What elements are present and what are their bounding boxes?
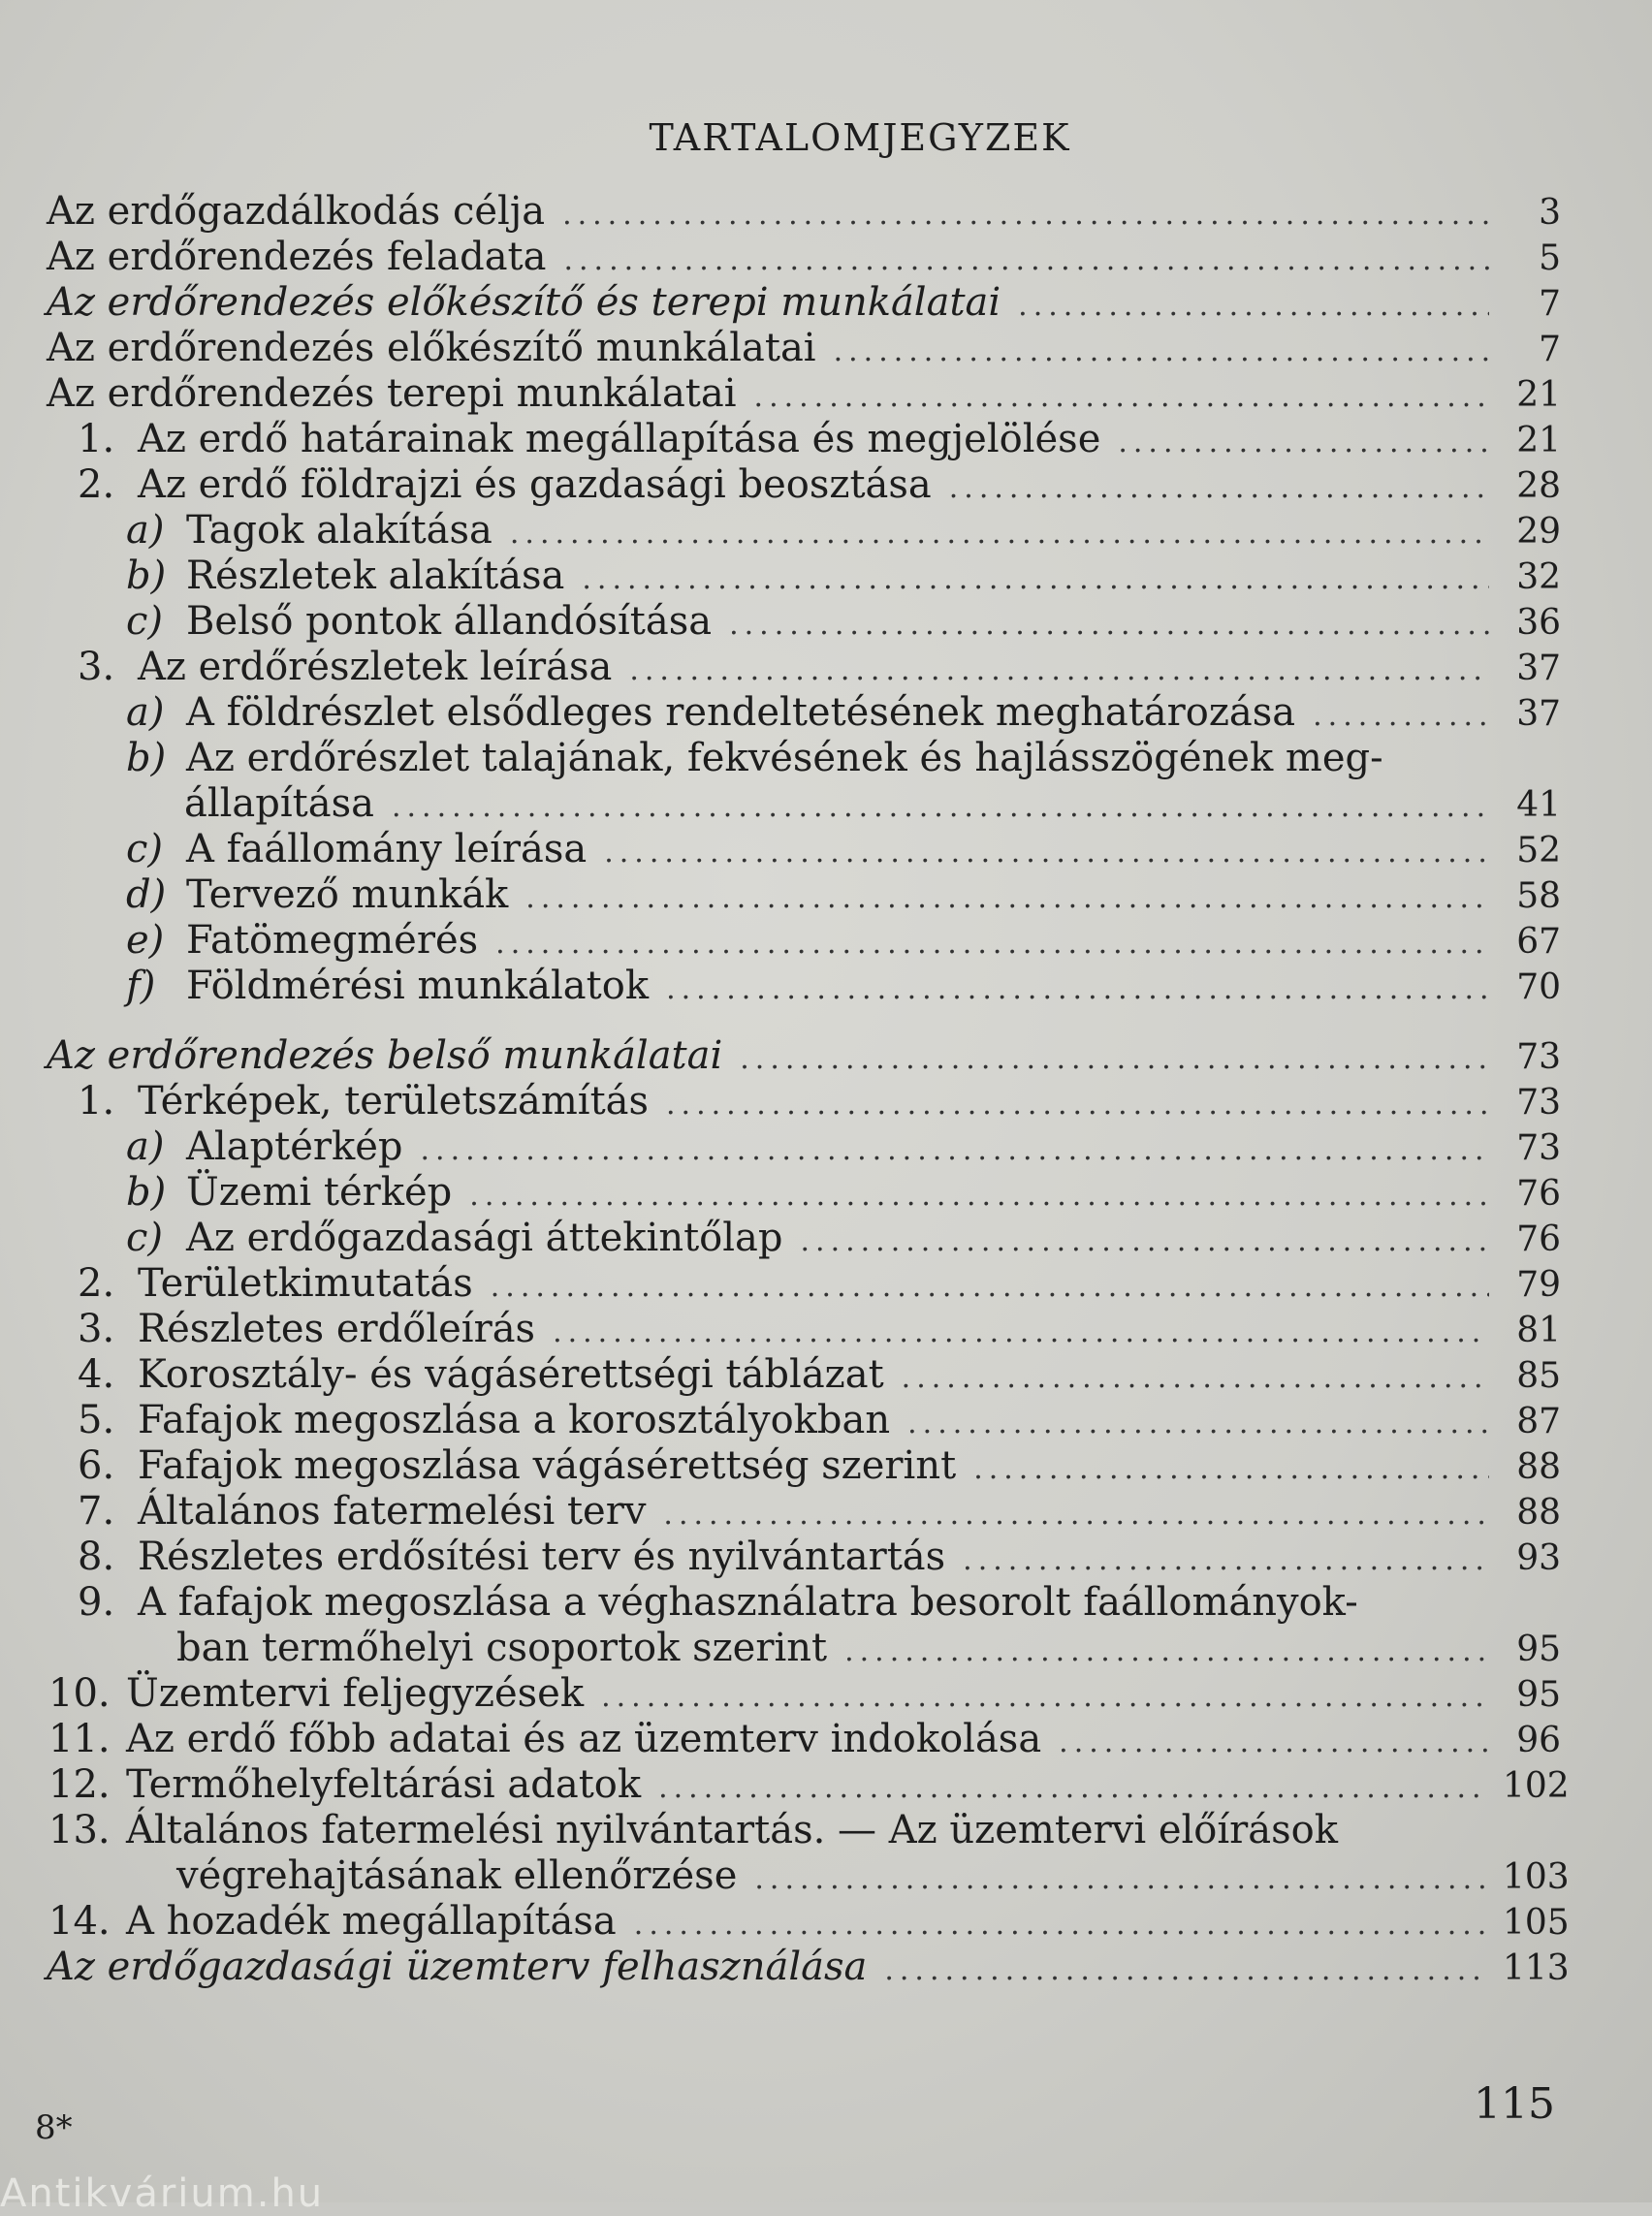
toc-entry: 12. Termőhelyfeltárási adatok ..... 102 bbox=[29, 1762, 1561, 1808]
toc-entry: 6. Fafajok megoszlása vágásérettség szerint ..... 88 bbox=[29, 1443, 1561, 1489]
toc-entry: Az erdőrendezés belső munkálatai ..... 73 bbox=[29, 1033, 1561, 1079]
toc-entry: 2. Az erdő földrajzi és gazdasági beosztása ..... 28 bbox=[29, 462, 1561, 508]
toc-entry: Az erdőrendezés előkészítő munkálatai ..... 7 bbox=[29, 326, 1561, 371]
toc-entry: Az erdőgazdálkodás célja ..... 3 bbox=[29, 189, 1561, 235]
toc-entry: 5. Fafajok megoszlása a korosztályokban ..... 87 bbox=[29, 1398, 1561, 1443]
toc-entry: Az erdőrendezés terepi munkálatai ..... 21 bbox=[29, 371, 1561, 417]
toc-entry: 11. Az erdő főbb adatai és az üzemterv indokolása ..... 96 bbox=[29, 1717, 1561, 1762]
toc-entry: 3. Részletes erdőleírás ..... 81 bbox=[29, 1307, 1561, 1352]
toc-entry: f) Földmérési munkálatok ..... 70 bbox=[29, 964, 1561, 1009]
toc-entry: 3. Az erdőrészletek leírása ..... 37 bbox=[29, 645, 1561, 690]
page-number: 115 bbox=[1474, 2079, 1555, 2129]
toc-entry: 14. A hozadék megállapítása ..... 105 bbox=[29, 1899, 1561, 1945]
toc-entry-continuation: végrehajtásának ellenőrzése ..... 103 bbox=[29, 1853, 1561, 1899]
toc-entry: Az erdőgazdasági üzemterv felhasználása ..... 113 bbox=[29, 1945, 1561, 1990]
toc-entry: 8. Részletes erdősítési terv és nyilvántartás ..... 93 bbox=[29, 1535, 1561, 1580]
toc-entry: 1. Az erdő határainak megállapítása és megjelölése ..... 21 bbox=[29, 417, 1561, 462]
toc-entry: a) Tagok alakítása ..... 29 bbox=[29, 508, 1561, 554]
toc-entry: d) Tervező munkák ..... 58 bbox=[29, 872, 1561, 918]
toc-entry: e) Fatömegmérés ..... 67 bbox=[29, 918, 1561, 964]
signature-mark: 8* bbox=[35, 2108, 73, 2147]
toc-entry: 1. Térképek, területszámítás ..... 73 bbox=[29, 1079, 1561, 1124]
toc-entry: c) Az erdőgazdasági áttekintőlap ..... 76 bbox=[29, 1216, 1561, 1261]
toc-entry: Az erdőrendezés feladata ..... 5 bbox=[29, 235, 1561, 280]
toc-entry: Az erdőrendezés előkészítő és terepi munkálatai ..... 7 bbox=[29, 280, 1561, 326]
toc-entry: c) A faállomány leírása ..... 52 bbox=[29, 827, 1561, 872]
toc-entry: b) Részletek alakítása ..... 32 bbox=[29, 554, 1561, 599]
page-title: TARTALOMJEGYZEK bbox=[649, 116, 1071, 159]
toc-entry: 2. Területkimutatás ..... 79 bbox=[29, 1261, 1561, 1307]
toc-entry: 10. Üzemtervi feljegyzések ..... 95 bbox=[29, 1671, 1561, 1717]
toc-entry: c) Belső pontok állandósítása ..... 36 bbox=[29, 599, 1561, 645]
toc-entry: b) Az erdőrészlet talajának, fekvésének és hajlásszögének meg- bbox=[126, 736, 1383, 780]
toc-entry: 4. Korosztály- és vágásérettségi táblázat ..... 85 bbox=[29, 1352, 1561, 1398]
toc-entry: a) A földrészlet elsődleges rendeltetésének meghatározása ..... 37 bbox=[29, 690, 1561, 736]
watermark: Antikvárium.hu bbox=[0, 2171, 325, 2216]
toc-entry-continuation: ban termőhelyi csoportok szerint ..... 95 bbox=[29, 1626, 1561, 1671]
toc-entry: 13. Általános fatermelési nyilvántartás. — Az üzemtervi előírások bbox=[48, 1808, 1338, 1852]
toc-entry-continuation: állapítása ..... 41 bbox=[29, 781, 1561, 827]
table-of-contents bbox=[29, 189, 1570, 1990]
toc-entry: b) Üzemi térkép ..... 76 bbox=[29, 1170, 1561, 1216]
toc-entry: 9. A fafajok megoszlása a véghasználatra besorolt faállományok- bbox=[78, 1580, 1358, 1625]
toc-entry: 7. Általános fatermelési terv ..... 88 bbox=[29, 1489, 1561, 1535]
toc-entry: a) Alaptérkép ..... 73 bbox=[29, 1124, 1561, 1170]
